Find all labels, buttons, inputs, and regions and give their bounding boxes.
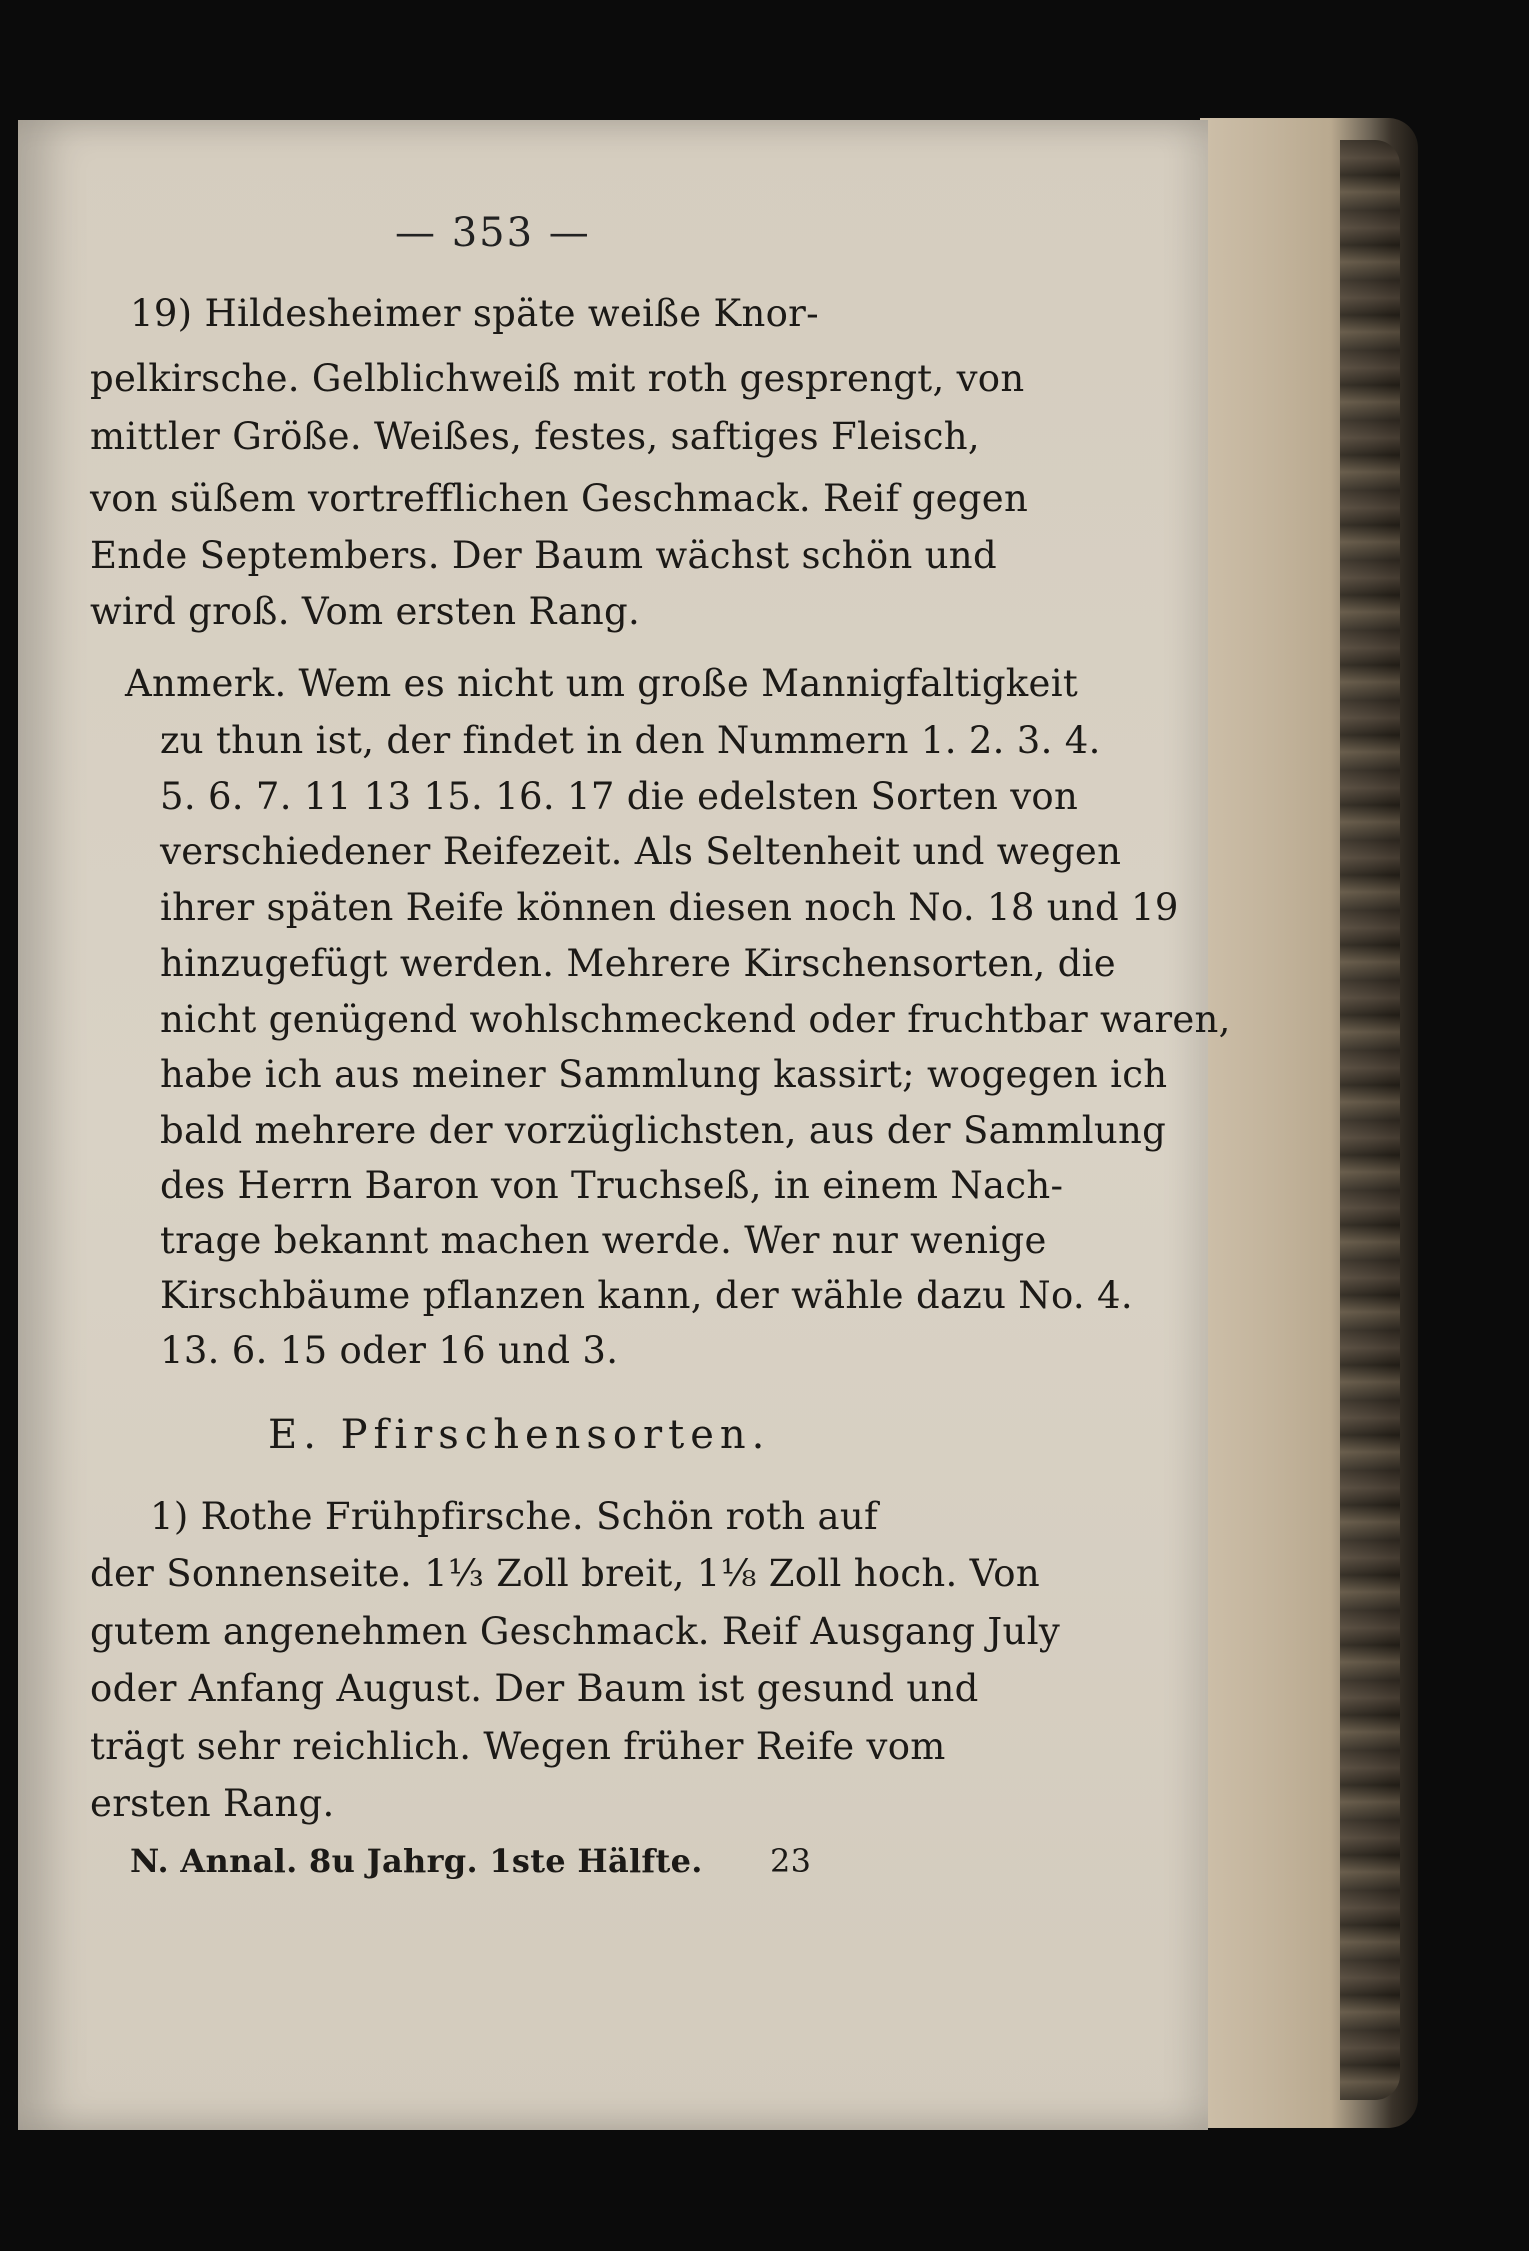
text-line: von süßem vortrefflichen Geschmack. Reif gegen [90,477,1029,520]
text-line: verschiedener Reifezeit. Als Seltenheit und wegen [160,830,1122,873]
text-line: 19) Hildesheimer späte weiße Knor- [130,292,819,335]
page-footer: N. Annal. 8u Jahrg. 1ste Hälfte. [130,1842,703,1880]
text-line: der Sonnenseite. 1⅓ Zoll breit, 1⅛ Zoll hoch. Von [90,1552,1040,1595]
text-line: bald mehrere der vorzüglichsten, aus der Sammlung [160,1109,1167,1152]
text-line: 13. 6. 15 oder 16 und 3. [160,1329,619,1372]
text-line: trägt sehr reichlich. Wegen früher Reife vom [90,1725,946,1768]
text-line: pelkirsche. Gelblichweiß mit roth gesprengt, von [90,357,1025,400]
text-line: des Herrn Baron von Truchseß, in einem Nach- [160,1164,1064,1207]
signature-mark: 23 [770,1842,812,1880]
text-line: 1) Rothe Frühpfirsche. Schön roth auf [150,1495,878,1538]
text-line: Ende Septembers. Der Baum wächst schön und [90,534,997,577]
section-heading: E. Pfirschensorten. [268,1412,771,1458]
text-line: trage bekannt machen werde. Wer nur wenige [160,1219,1047,1262]
text-line: habe ich aus meiner Sammlung kassirt; wogegen ich [160,1053,1168,1096]
text-line: gutem angenehmen Geschmack. Reif Ausgang July [90,1610,1061,1653]
text-line: ihrer späten Reife können diesen noch No. 18 und 19 [160,886,1179,929]
text-line: Anmerk. Wem es nicht um große Mannigfaltigkeit [125,662,1079,705]
book-cover-edge [1340,140,1400,2100]
page-number: — 353 — [395,210,591,256]
text-line: Kirschbäume pflanzen kann, der wähle dazu No. 4. [160,1274,1133,1317]
text-line: zu thun ist, der findet in den Nummern 1. 2. 3. 4. [160,719,1101,762]
text-line: oder Anfang August. Der Baum ist gesund und [90,1667,979,1710]
text-line: 5. 6. 7. 11 13 15. 16. 17 die edelsten Sorten von [160,775,1079,818]
text-line: nicht genügend wohlschmeckend oder fruchtbar waren, [160,998,1231,1041]
text-line: mittler Größe. Weißes, festes, saftiges Fleisch, [90,415,980,458]
text-line: wird groß. Vom ersten Rang. [90,590,641,633]
text-line: hinzugefügt werden. Mehrere Kirschensorten, die [160,942,1116,985]
text-line: ersten Rang. [90,1782,335,1825]
